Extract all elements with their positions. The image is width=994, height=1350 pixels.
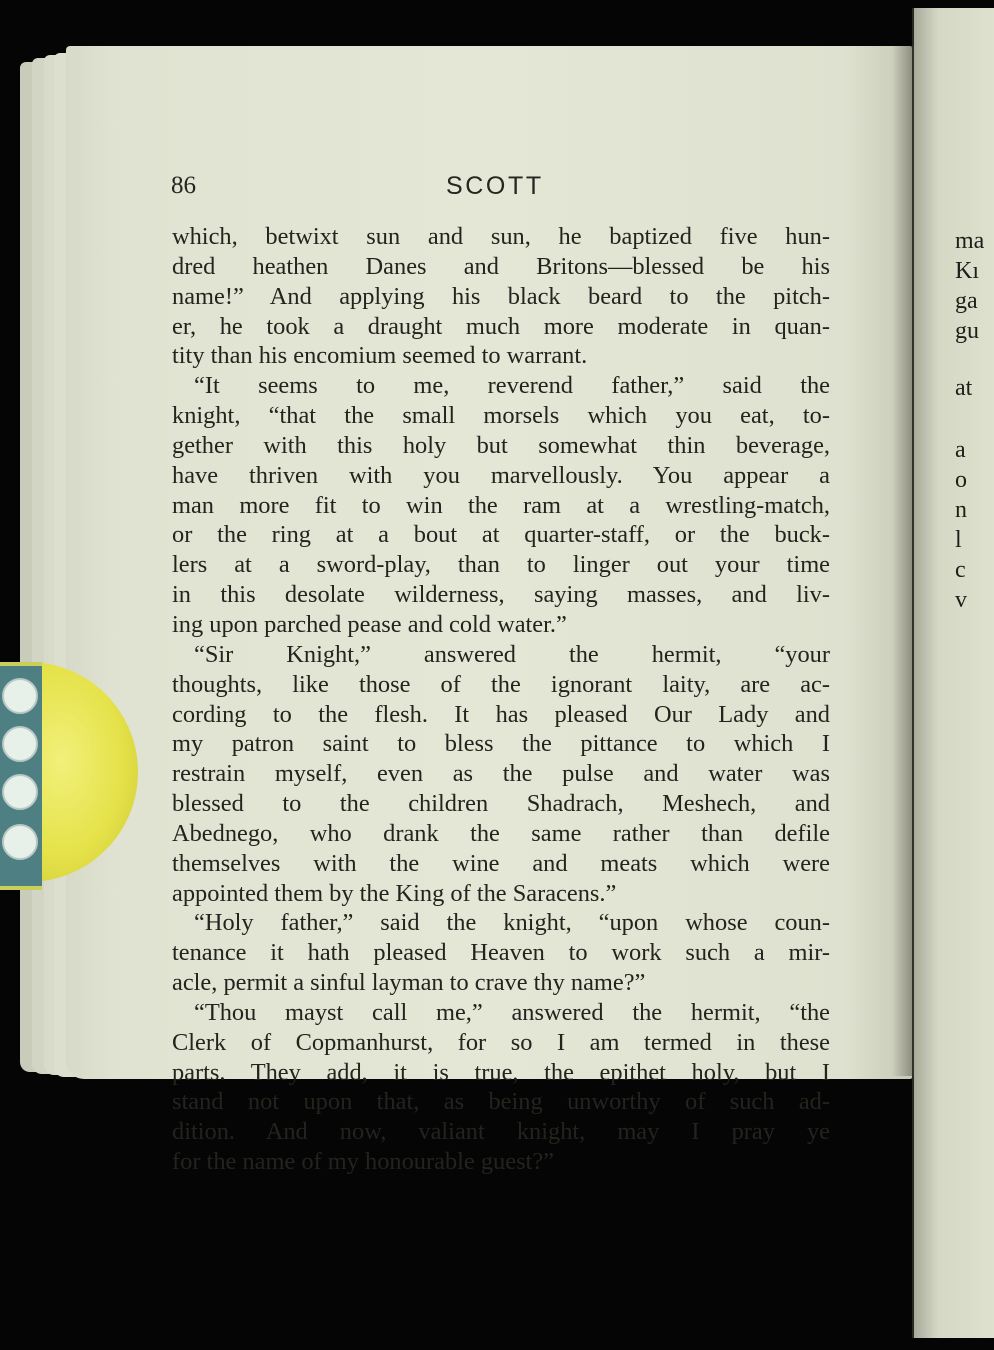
- text-line: have thriven with you marvellously. You appear a: [172, 461, 830, 489]
- text-line: gether with this holy but somewhat thin beverage,: [172, 431, 830, 459]
- text-line: “It seems to me, reverend father,” said the: [194, 372, 830, 400]
- clip-dot: [2, 678, 38, 714]
- text-line: name!” And applying his black beard to the pitch-: [172, 282, 830, 310]
- text-line: “Thou mayst call me,” answered the hermit, “the: [194, 998, 830, 1026]
- facing-page-fragment: l: [955, 527, 962, 553]
- text-line: Abednego, who drank the same rather than defile: [172, 819, 830, 847]
- facing-page-fragment: ma: [955, 228, 985, 254]
- text-line: lers at a sword-play, than to linger out your time: [172, 551, 830, 579]
- running-head: SCOTT: [446, 172, 544, 200]
- facing-page-fragment: gu: [955, 318, 979, 344]
- clip-dotted-band: [0, 662, 42, 890]
- clip-dot: [2, 774, 38, 810]
- text-line: er, he took a draught much more moderate in quan-: [172, 312, 830, 340]
- bookmark-clip: [0, 662, 138, 882]
- page-number: 86: [171, 172, 196, 199]
- page-header: [0, 172, 980, 202]
- text-line: ing upon parched pease and cold water.”: [172, 610, 567, 638]
- body-text: [172, 222, 830, 1177]
- text-line: themselves with the wine and meats which were: [172, 849, 830, 877]
- text-line: parts. They add, it is true, the epithet holy, but I: [172, 1058, 830, 1086]
- facing-page-fragment: ga: [955, 288, 978, 314]
- text-line: “Sir Knight,” answered the hermit, “your: [194, 640, 830, 668]
- text-line: restrain myself, even as the pulse and water was: [172, 760, 830, 788]
- text-line: dred heathen Danes and Britons—blessed be his: [172, 252, 830, 280]
- facing-page-fragment: o: [955, 467, 967, 493]
- facing-page-fragment: at: [955, 375, 973, 401]
- facing-page-fragment: a: [955, 437, 966, 463]
- facing-page: [912, 8, 994, 1338]
- text-line: my patron saint to bless the pittance to which I: [172, 730, 830, 758]
- text-line: cording to the flesh. It has pleased Our Lady and: [172, 700, 830, 728]
- text-line: appointed them by the King of the Saracens.”: [172, 879, 617, 907]
- clip-dot: [2, 824, 38, 860]
- text-line: dition. And now, valiant knight, may I pray ye: [172, 1118, 830, 1146]
- text-line: thoughts, like those of the ignorant laity, are ac-: [172, 670, 830, 698]
- facing-page-fragment: c: [955, 557, 966, 583]
- facing-page-fragment: v: [955, 587, 967, 613]
- text-line: for the name of my honourable guest?”: [172, 1148, 554, 1176]
- text-line: Clerk of Copmanhurst, for so I am termed in these: [172, 1028, 830, 1056]
- text-line: or the ring at a bout at quarter-staff, or the buck-: [172, 521, 830, 549]
- text-line: in this desolate wilderness, saying masses, and liv-: [172, 581, 830, 609]
- text-line: tenance it hath pleased Heaven to work such a mir-: [172, 939, 830, 967]
- clip-dot: [2, 726, 38, 762]
- text-line: tity than his encomium seemed to warrant.: [172, 342, 588, 370]
- text-line: man more fit to win the ram at a wrestling-match,: [172, 491, 830, 519]
- text-line: stand not upon that, as being unworthy of such ad-: [172, 1088, 830, 1116]
- text-line: blessed to the children Shadrach, Meshech, and: [172, 790, 830, 818]
- facing-page-fragment: Kı: [955, 258, 979, 284]
- text-line: “Holy father,” said the knight, “upon whose coun-: [194, 909, 830, 937]
- text-line: which, betwixt sun and sun, he baptized five hun-: [172, 223, 830, 250]
- text-line: acle, permit a sinful layman to crave thy name?”: [172, 969, 646, 997]
- text-line: knight, “that the small morsels which you eat, to-: [172, 402, 830, 430]
- facing-page-fragment: n: [955, 497, 967, 523]
